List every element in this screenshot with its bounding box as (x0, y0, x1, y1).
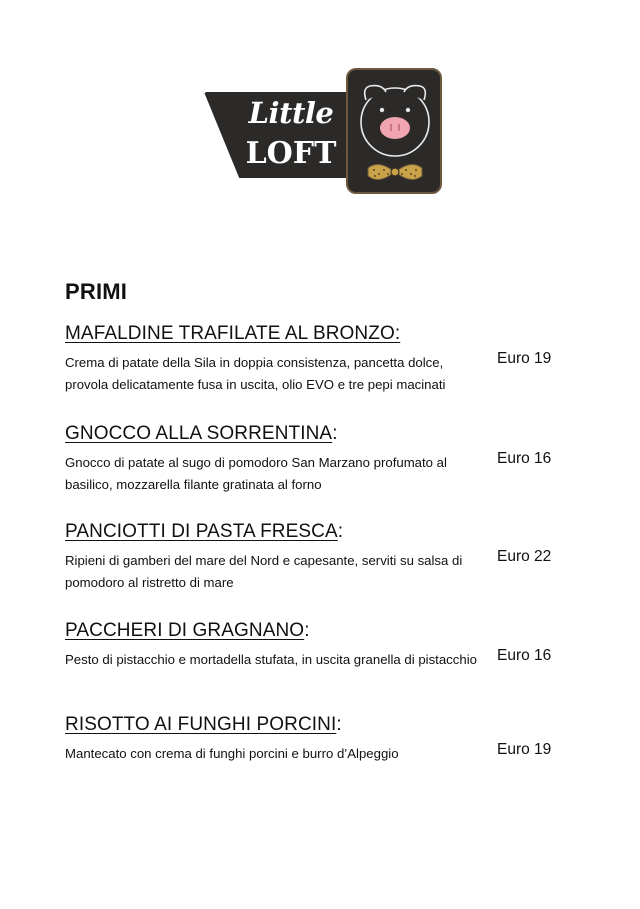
item-colon: : (337, 521, 344, 542)
menu-item (65, 422, 565, 496)
item-title (65, 713, 565, 737)
menu-item (65, 520, 565, 594)
item-description: Mantecato con crema di funghi porcini e burro d’Alpeggio (65, 746, 399, 761)
item-description: Pesto di pistacchio e mortadella stufata, in uscita granella di pistacchio (65, 652, 477, 667)
item-name: PANCIOTTI DI PASTA FRESCA (65, 521, 338, 542)
logo-text-little: Little (248, 96, 334, 130)
pig-mascot-icon (348, 70, 444, 196)
item-name: RISOTTO AI FUNGHI PORCINI (65, 714, 337, 735)
menu-item (65, 619, 565, 671)
item-title (65, 422, 565, 446)
item-title (65, 520, 565, 544)
item-price: Euro 19 (497, 350, 552, 367)
item-price: Euro 19 (497, 741, 552, 758)
section-title: PRIMI (65, 279, 128, 304)
item-price: Euro 16 (497, 647, 552, 664)
menu-item (65, 713, 565, 765)
item-title (65, 322, 565, 346)
logo-text-loft: LOFT (245, 136, 337, 171)
item-price: Euro 16 (497, 450, 552, 467)
item-name: PACCHERI DI GRAGNANO (65, 620, 305, 641)
item-description: Ripieni di gamberi del mare del Nord e capesante, serviti su salsa di pomodoro al ristretto di mare (65, 553, 463, 590)
item-price: Euro 22 (497, 548, 552, 565)
item-colon: : (332, 423, 338, 444)
item-description: Gnocco di patate al sugo di pomodoro San Marzano profumato al basilico, mozzarella filante gratinata al forno (65, 455, 447, 492)
item-colon: : (304, 620, 310, 641)
menu-item (65, 322, 565, 396)
logo-badge (346, 68, 442, 194)
item-title (65, 619, 565, 643)
item-name: GNOCCO ALLA SORRENTINA (65, 423, 333, 444)
item-name: MAFALDINE TRAFILATE AL BRONZO: (65, 323, 401, 344)
item-description: Crema di patate della Sila in doppia consistenza, pancetta dolce, provola delicatamente fusa in uscita, olio EVO e tre pepi macinati (65, 355, 446, 392)
item-colon: : (336, 714, 342, 735)
restaurant-logo (200, 66, 444, 196)
